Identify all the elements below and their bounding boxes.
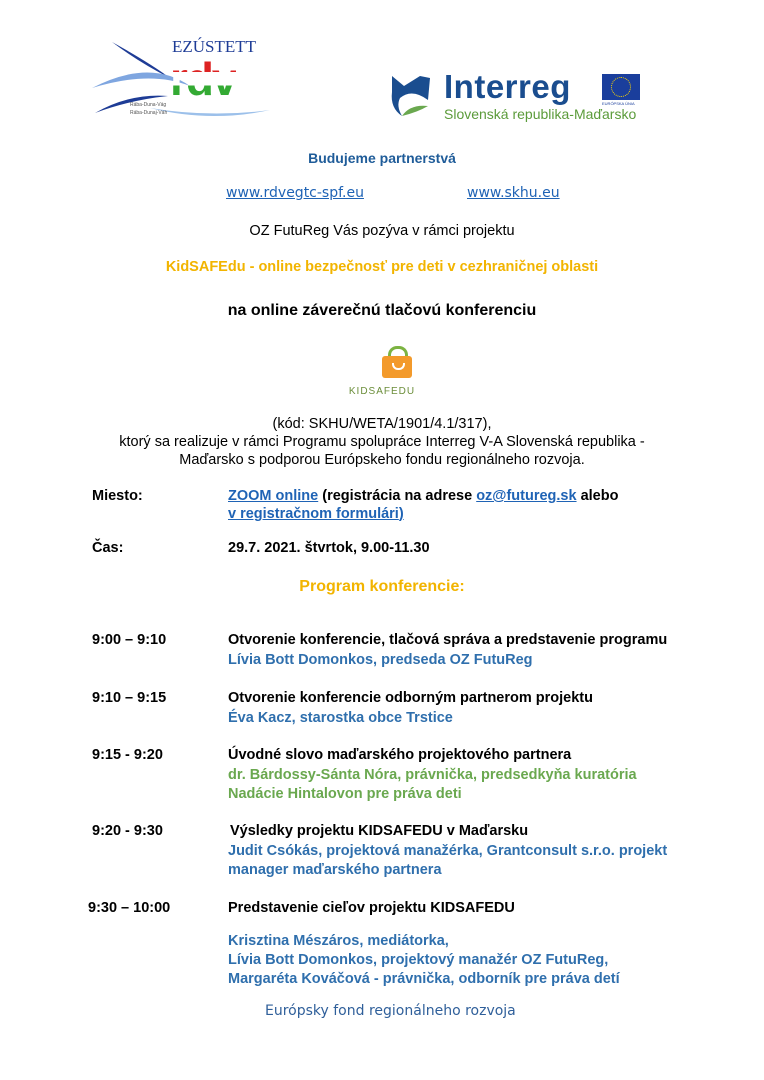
program-speaker: Lívia Bott Domonkos, projektový manažér OZ FutuReg, <box>228 952 609 968</box>
place-end: alebo <box>576 488 619 504</box>
program-time: 9:10 – 9:15 <box>92 690 167 706</box>
invite-text: OZ FutuReg Vás pozýva v rámci projektu <box>249 223 515 239</box>
rdv-top-text: EZÚSTETT <box>172 37 257 56</box>
program-time: 9:30 – 10:00 <box>88 900 171 916</box>
program-time: 9:00 – 9:10 <box>92 632 167 648</box>
event-title: na online záverečnú tlačovú konferenciu <box>227 302 537 319</box>
link-skhu[interactable]: www.skhu.eu <box>467 185 560 201</box>
rdv-logo <box>90 38 270 122</box>
program-item-title: Úvodné slovo maďarského projektového partnera <box>228 747 572 763</box>
program-item-title: Výsledky projektu KIDSAFEDU v Maďarsku <box>230 823 529 839</box>
program-speaker: Éva Kacz, starostka obce Trstice <box>228 710 453 726</box>
rdv-sub1: Rába-Duna-Vág <box>130 102 167 108</box>
program-item-title: Predstavenie cieľov projektu KIDSAFEDU <box>228 900 515 916</box>
rdv-sub2: Rába-Dunaj-Váh <box>130 110 168 116</box>
place-value-2 <box>228 506 404 523</box>
project-code: (kód: SKHU/WETA/1901/4.1/317), <box>272 416 492 432</box>
interreg-region: Slovenská republika-Maďarsko <box>444 106 637 122</box>
place-mid: (registrácia na adrese <box>318 488 477 504</box>
program-speaker: dr. Bárdossy-Sánta Nóra, právnička, predsedkyňa kuratória <box>228 767 637 783</box>
program-speaker: manager maďarského partnera <box>228 862 442 878</box>
rdv-main-text: rdv <box>170 53 236 105</box>
kidsafedu-lock-icon <box>382 346 412 376</box>
slogan: Budujeme partnerstvá <box>308 150 456 166</box>
time-value: 29.7. 2021. štvrtok, 9.00-11.30 <box>228 540 430 556</box>
eu-label: EURÓPSKA ÚNIA <box>602 101 635 106</box>
program-speaker: Krisztina Mészáros, mediátorka, <box>228 933 449 949</box>
program-item-title: Otvorenie konferencie odborným partnerom projektu <box>228 690 593 706</box>
program-speaker: Judit Csókás, projektová manažérka, Grantconsult s.r.o. projekt <box>228 843 668 859</box>
place-close: ) <box>398 506 404 522</box>
program-speaker: Nadácie Hintalovon pre práva deti <box>228 786 462 802</box>
program-desc-1: ktorý sa realizuje v rámci Programu spolupráce Interreg V-A Slovenská republika - <box>119 434 645 450</box>
program-item-title: Otvorenie konferencie, tlačová správa a predstavenie programu <box>228 632 668 648</box>
project-name: KidSAFEdu - online bezpečnosť pre deti v cezhraničnej oblasti <box>165 259 599 275</box>
program-time: 9:20 - 9:30 <box>92 823 163 839</box>
interreg-name: Interreg <box>444 68 571 105</box>
program-title: Program konferencie: <box>299 578 465 595</box>
footer-text: Európsky fond regionálneho rozvoja <box>265 1003 516 1019</box>
registration-form-link[interactable]: v registračnom formulári <box>228 506 399 522</box>
interreg-logo <box>390 70 645 124</box>
program-time: 9:15 - 9:20 <box>92 747 163 763</box>
program-desc-2: Maďarsko s podporou Európskeho fondu regionálneho rozvoja. <box>179 452 585 468</box>
zoom-link[interactable]: ZOOM online <box>228 488 319 504</box>
time-label: Čas: <box>92 540 124 556</box>
link-rdvegtc[interactable]: www.rdvegtc-spf.eu <box>226 185 364 201</box>
email-link[interactable]: oz@futureg.sk <box>476 488 577 504</box>
kidsafedu-wordmark: KIDSAFEDU <box>348 386 416 397</box>
interreg-emblem-icon <box>390 72 432 120</box>
program-speaker: Margaréta Kováčová - právnička, odborník pre práva detí <box>228 971 620 987</box>
place-label: Miesto: <box>92 488 143 504</box>
program-speaker: Lívia Bott Domonkos, predseda OZ FutuReg <box>228 652 533 668</box>
place-value <box>228 488 618 505</box>
eu-flag-icon <box>602 74 640 100</box>
